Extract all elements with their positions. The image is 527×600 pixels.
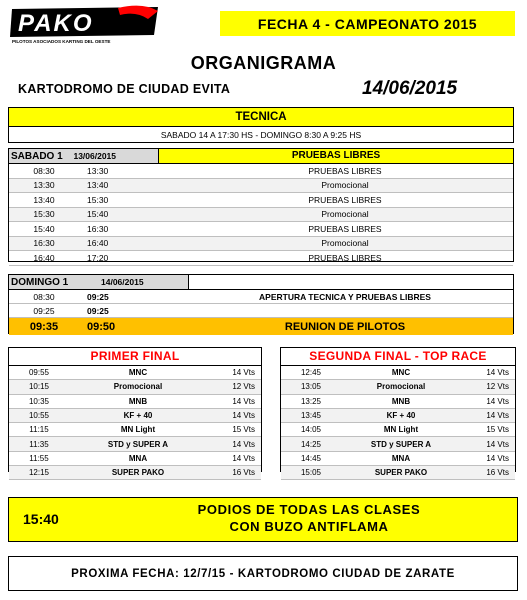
race-time: 13:05: [281, 380, 341, 394]
podios-banner: [8, 497, 518, 542]
race-class: MN Light: [341, 423, 461, 437]
podios-text: [109, 501, 509, 535]
end-time: 17:20: [79, 251, 177, 266]
activity: Promocional: [177, 236, 513, 251]
tecnica-schedule: SABADO 14 A 17:30 HS - DOMINGO 8:30 A 9:25 HS: [160, 130, 362, 140]
pako-logo: [8, 5, 163, 45]
table-row: [9, 366, 261, 380]
race-class: Promocional: [341, 380, 461, 394]
fecha-banner: [220, 11, 515, 36]
activity: PRUEBAS LIBRES: [177, 193, 513, 208]
end-time: 09:25: [79, 290, 177, 304]
start-time: 16:30: [9, 236, 79, 251]
table-row: [9, 423, 261, 437]
race-laps: 12 Vts: [461, 380, 515, 394]
activity: [177, 304, 513, 318]
table-row: [281, 423, 515, 437]
table-row: [9, 222, 513, 237]
segunda-final-title: SEGUNDA FINAL - TOP RACE: [281, 348, 515, 366]
race-laps: 14 Vts: [207, 451, 261, 465]
table-row: [9, 178, 513, 193]
race-class: SUPER PAKO: [69, 466, 207, 480]
table-row: [9, 290, 513, 304]
race-laps: 14 Vts: [207, 366, 261, 380]
proxima-fecha-banner: [8, 556, 518, 591]
start-time: 09:25: [9, 304, 79, 318]
race-class: Promocional: [69, 380, 207, 394]
table-row: [281, 394, 515, 408]
podios-line1: PODIOS DE TODAS LAS CLASES: [197, 502, 421, 517]
podios-time: 15:40: [23, 511, 59, 527]
table-row: [281, 366, 515, 380]
end-time: 09:25: [79, 304, 177, 318]
primer-final-table: [9, 366, 261, 480]
domingo-day: DOMINGO 1: [11, 277, 69, 288]
activity: REUNION DE PILOTOS: [177, 318, 513, 336]
tecnica-section: [8, 107, 514, 143]
activity: Promocional: [177, 178, 513, 193]
activity: PRUEBAS LIBRES: [177, 251, 513, 266]
race-time: 14:45: [281, 451, 341, 465]
race-time: 14:25: [281, 437, 341, 451]
segunda-final-section: [280, 347, 516, 478]
podios-line2: CON BUZO ANTIFLAMA: [229, 519, 389, 534]
race-laps: 16 Vts: [461, 466, 515, 480]
race-time: 14:05: [281, 423, 341, 437]
start-time: 15:30: [9, 207, 79, 222]
sabado-date: 13/06/2015: [73, 151, 117, 161]
table-row: [9, 466, 261, 480]
activity: APERTURA TECNICA Y PRUEBAS LIBRES: [177, 290, 513, 304]
sabado-schedule-table: [9, 164, 513, 266]
end-time: 15:30: [79, 193, 177, 208]
start-time: 08:30: [9, 290, 79, 304]
race-laps: 14 Vts: [207, 437, 261, 451]
start-time: 13:40: [9, 193, 79, 208]
race-time: 15:05: [281, 466, 341, 480]
race-laps: 14 Vts: [461, 437, 515, 451]
race-class: STD y SUPER A: [69, 437, 207, 451]
table-row: [281, 437, 515, 451]
reunion-row: [9, 318, 513, 336]
race-time: 11:55: [9, 451, 69, 465]
race-class: SUPER PAKO: [341, 466, 461, 480]
domingo-header-spacer: [189, 275, 513, 289]
race-class: MNA: [341, 451, 461, 465]
sabado-header: [9, 149, 513, 164]
race-class: MN Light: [69, 423, 207, 437]
table-row: [9, 193, 513, 208]
table-row: [281, 408, 515, 422]
table-row: [9, 451, 261, 465]
domingo-section: [8, 274, 514, 334]
sabado-day: SABADO 1: [11, 151, 63, 162]
race-laps: 14 Vts: [461, 451, 515, 465]
end-time: 13:40: [79, 178, 177, 193]
end-time: 13:30: [79, 164, 177, 178]
race-time: 10:35: [9, 394, 69, 408]
sabado-session: PRUEBAS LIBRES: [159, 149, 513, 163]
table-row: [281, 451, 515, 465]
race-time: 12:15: [9, 466, 69, 480]
race-laps: 14 Vts: [207, 408, 261, 422]
end-time: 15:40: [79, 207, 177, 222]
race-laps: 15 Vts: [207, 423, 261, 437]
table-row: [9, 251, 513, 266]
activity: PRUEBAS LIBRES: [177, 222, 513, 237]
activity: PRUEBAS LIBRES: [177, 164, 513, 178]
end-time: 16:30: [79, 222, 177, 237]
table-row: [281, 466, 515, 480]
page-title: ORGANIGRAMA: [190, 53, 337, 73]
table-row: [9, 207, 513, 222]
table-row: [9, 408, 261, 422]
fecha-text: FECHA 4 - CAMPEONATO 2015: [257, 15, 478, 32]
race-class: KF + 40: [69, 408, 207, 422]
race-class: MNC: [341, 366, 461, 380]
proxima-fecha-text: PROXIMA FECHA: 12/7/15 - KARTODROMO CIUDAD DE ZARATE: [71, 567, 455, 580]
race-time: 11:35: [9, 437, 69, 451]
tecnica-title: TECNICA: [9, 108, 513, 127]
race-class: MNB: [69, 394, 207, 408]
venue-name: KARTODROMO DE CIUDAD EVITA: [18, 82, 231, 96]
sabado-day-cell: [9, 149, 159, 163]
race-class: MNC: [69, 366, 207, 380]
race-time: 10:15: [9, 380, 69, 394]
start-time: 15:40: [9, 222, 79, 237]
race-time: 13:45: [281, 408, 341, 422]
table-row: [9, 236, 513, 251]
race-class: MNA: [69, 451, 207, 465]
activity: Promocional: [177, 207, 513, 222]
race-class: STD y SUPER A: [341, 437, 461, 451]
race-time: 10:55: [9, 408, 69, 422]
end-time: 16:40: [79, 236, 177, 251]
start-time: 09:35: [9, 318, 79, 336]
race-time: 09:55: [9, 366, 69, 380]
race-laps: 14 Vts: [461, 366, 515, 380]
race-class: MNB: [341, 394, 461, 408]
start-time: 08:30: [9, 164, 79, 178]
logo-tagline: PILOTOS ASOCIADOS KARTING DEL OESTE: [12, 39, 111, 44]
race-time: 13:25: [281, 394, 341, 408]
race-laps: 14 Vts: [461, 408, 515, 422]
race-laps: 14 Vts: [461, 394, 515, 408]
table-row: [9, 380, 261, 394]
race-time: 12:45: [281, 366, 341, 380]
event-date: 14/06/2015: [362, 78, 458, 99]
table-row: [281, 380, 515, 394]
table-row: [9, 394, 261, 408]
table-row: [9, 437, 261, 451]
primer-final-section: [8, 347, 262, 478]
table-row: [9, 164, 513, 178]
domingo-header: [9, 275, 513, 290]
end-time: 09:50: [79, 318, 177, 336]
sabado-section: [8, 148, 514, 262]
logo-brand-text: PAKO: [18, 10, 94, 37]
race-laps: 12 Vts: [207, 380, 261, 394]
primer-final-title: PRIMER FINAL: [9, 348, 261, 366]
table-row: [9, 304, 513, 318]
race-laps: 15 Vts: [461, 423, 515, 437]
start-time: 16:40: [9, 251, 79, 266]
race-time: 11:15: [9, 423, 69, 437]
domingo-schedule-table: [9, 290, 513, 335]
start-time: 13:30: [9, 178, 79, 193]
segunda-final-table: [281, 366, 515, 480]
race-laps: 14 Vts: [207, 394, 261, 408]
domingo-day-cell: [9, 275, 189, 289]
domingo-date: 14/06/2015: [101, 277, 144, 287]
race-class: KF + 40: [341, 408, 461, 422]
race-laps: 16 Vts: [207, 466, 261, 480]
